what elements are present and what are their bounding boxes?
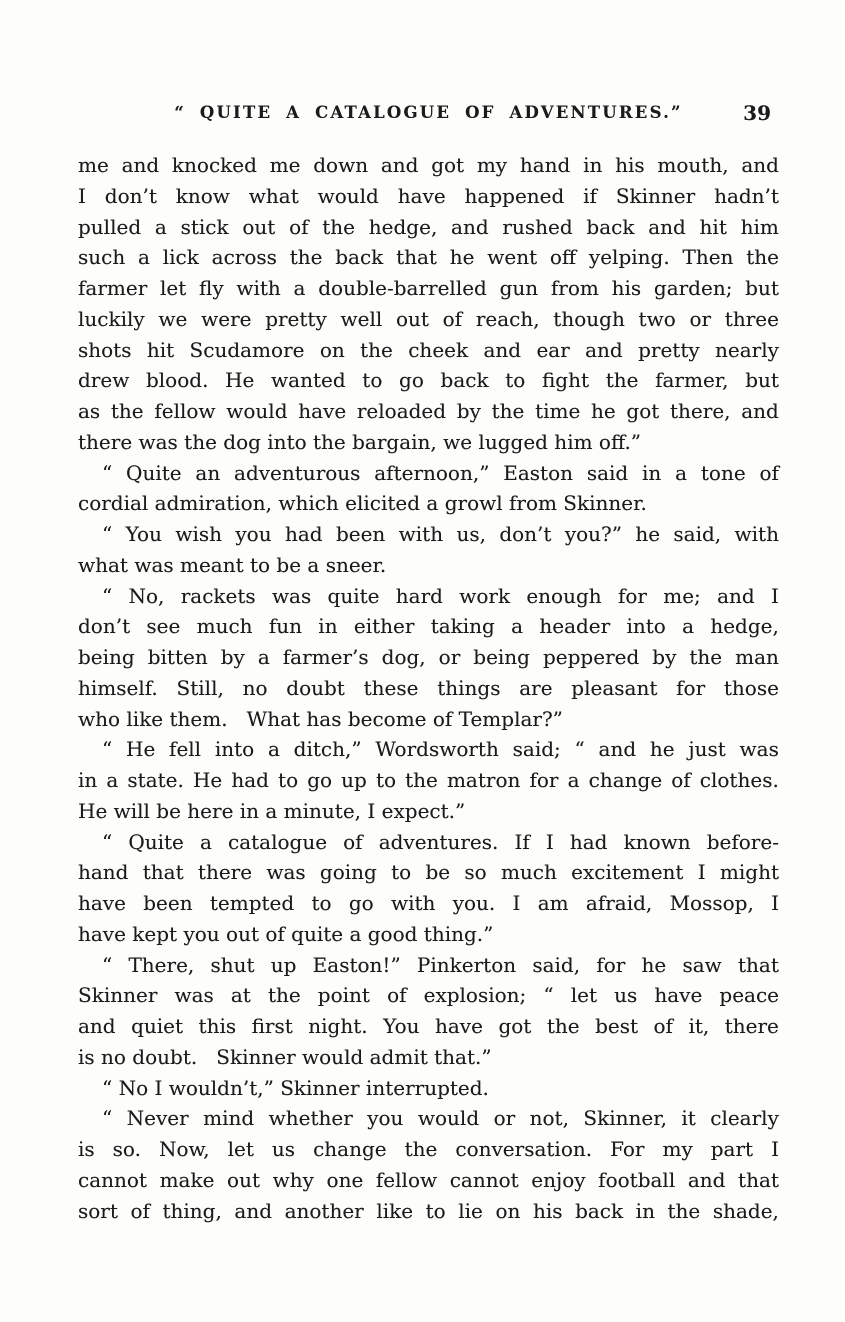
paragraph [78, 458, 779, 520]
page-header [78, 100, 779, 126]
text-line: cannot make out why one fellow cannot enjoy football and that [78, 1167, 779, 1192]
running-title: “ QUITE A CATALOGUE OF ADVENTURES.” [174, 103, 683, 122]
text-line: “ He fell into a ditch,” Wordsworth said; “ and he just was [102, 737, 779, 762]
paragraph [78, 1073, 779, 1104]
text-line: have been tempted to go with you. I am afraid, Mossop, I [78, 891, 779, 915]
text-line: luckily we were pretty well out of reach, though two or three [78, 306, 779, 331]
text-line: drew blood. He wanted to go back to fight the farmer, but [78, 368, 779, 393]
paragraph [78, 1103, 779, 1226]
page-number: 39 [743, 101, 771, 125]
text-line: pulled a stick out of the hedge, and rushed back and hit him [78, 214, 779, 239]
paragraph [78, 519, 779, 581]
text-line: is so. Now, let us change the conversation. For my part I [78, 1137, 779, 1161]
text-line: He will be here in a minute, I expect.” [78, 798, 466, 823]
text-line: “ You wish you had been with us, don’t you?” he said, with [102, 522, 779, 546]
text-line: “ No, rackets was quite hard work enough for me; and I [102, 583, 779, 608]
paragraph [78, 150, 779, 458]
text-line: don’t see much fun in either taking a header into a hedge, [78, 614, 779, 639]
text-line: what was meant to be a sneer. [78, 552, 387, 577]
text-line: farmer let fly with a double-barrelled gun from his garden; but [78, 276, 779, 300]
text-line: such a lick across the back that he went off yelping. Then the [78, 245, 779, 270]
text-line: “ Never mind whether you would or not, Skinner, it clearly [102, 1106, 779, 1131]
text-line: have kept you out of quite a good thing.” [78, 921, 494, 946]
text-line: there was the dog into the bargain, we lugged him off.” [78, 429, 642, 454]
body-text [78, 150, 779, 1226]
text-line: and quiet this first night. You have got the best of it, there [78, 1014, 779, 1038]
text-line: “ Quite an adventurous afternoon,” Easton said in a tone of [102, 460, 779, 485]
text-line: cordial admiration, which elicited a growl from Skinner. [78, 491, 647, 516]
text-line: in a state. He had to go up to the matron for a change of clothes. [78, 768, 779, 792]
text-line: me and knocked me down and got my hand in his mouth, and [78, 153, 779, 177]
paragraph [78, 950, 779, 1073]
text-line: “ There, shut up Easton!” Pinkerton said, for he saw that [102, 952, 779, 977]
text-line: is no doubt. Skinner would admit that.” [78, 1044, 492, 1069]
text-line: sort of thing, and another like to lie on his back in the shade, [78, 1198, 779, 1223]
text-line: Skinner was at the point of explosion; “ let us have peace [78, 983, 779, 1008]
text-line: I don’t know what would have happened if Skinner hadn’t [78, 183, 779, 208]
paragraph [78, 734, 779, 826]
text-line: being bitten by a farmer’s dog, or being peppered by the man [78, 645, 779, 669]
text-line: shots hit Scudamore on the cheek and ear and pretty nearly [78, 337, 779, 362]
text-line: hand that there was going to be so much excitement I might [78, 860, 779, 885]
text-line: as the fellow would have reloaded by the time he got there, and [78, 399, 779, 423]
text-line: “ Quite a catalogue of adventures. If I had known before- [102, 829, 779, 854]
text-line: “ No I wouldn’t,” Skinner interrupted. [102, 1075, 489, 1100]
paragraph [78, 581, 779, 735]
paragraph [78, 827, 779, 950]
text-line: who like them. What has become of Templar?” [78, 706, 563, 731]
text-line: himself. Still, no doubt these things are pleasant for those [78, 675, 779, 700]
